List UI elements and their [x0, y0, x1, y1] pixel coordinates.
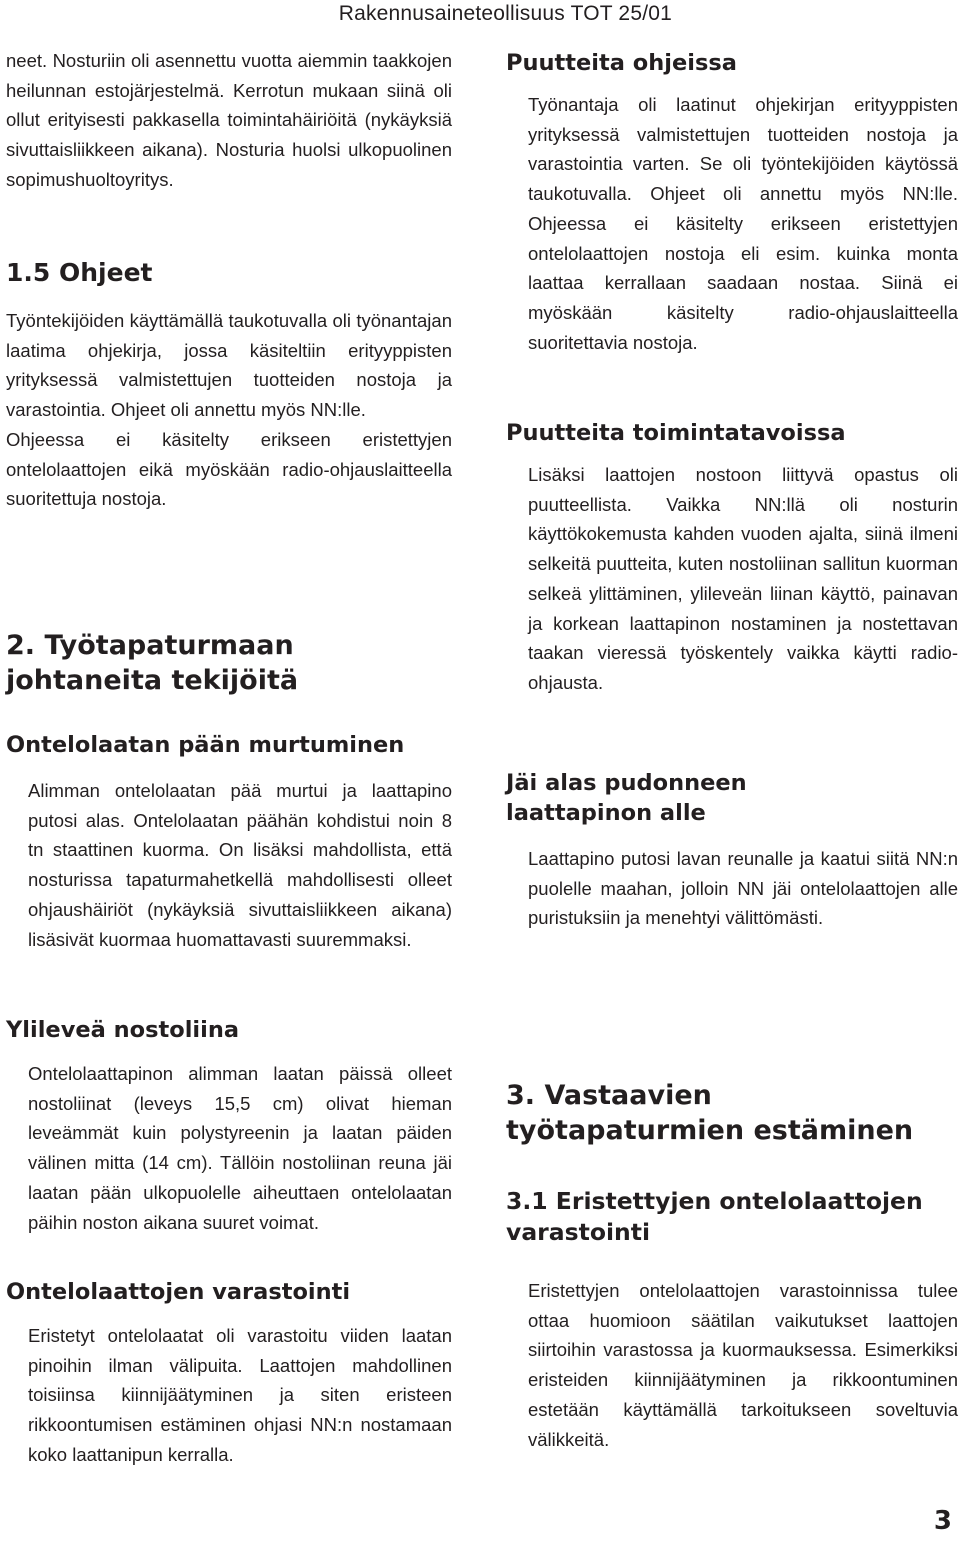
section-1-5-paragraph-2: Ohjeessa ei käsitelty erikseen eristettyjen ontelolaattojen eikä myöskään radio-ohjauslaitteella suoritettuja nostoja.: [6, 428, 452, 510]
subsection-puutteita-ohjeissa-text: Työnantaja oli laatinut ohjekirjan erityyppisten yrityksessä valmistettujen tuotteiden nostoja ja varastointia varten. Se oli työntekijöiden käytössä taukotuvalla. Ohjeet oli annettu myös NN:lle. Ohjeessa ei käsitelty erikseen eristettyjen ontelolaattojen nostoja eli esim. kuinka monta laattaa kerrallaan saadaan nostaa. Siinä ei myöskään käsitelty radio-ohjauslaitteella suoritettavia nostoja.: [528, 94, 958, 353]
section-1-5-paragraph-1: Työntekijöiden käyttämällä taukotuvalla oli työnantajan laatima ohjekirja, jossa käsiteltiin erityyppisten yrityksessä valmistettujen tuotteiden nostoja ja varastointia. Ohjeet oli annettu myös NN:lle.: [6, 310, 452, 421]
subsection-varastointi: [6, 1277, 452, 1470]
running-header: Rakennusaineteollisuus TOT 25/01: [338, 2, 672, 25]
subsection-ontelolaatan-heading: Ontelolaatan pään murtuminen: [6, 732, 405, 758]
page-number: 3: [933, 1506, 952, 1536]
section-3-heading: [506, 1078, 958, 1148]
subsection-puutteita-ohjeissa-heading: Puutteita ohjeissa: [506, 50, 737, 76]
subsection-ylilevea-text: Ontelolaattapinon alimman laatan päissä olleet nostoliinat (leveys 15,5 cm) olivat hieman leveämmät kuin polystyreenin ja laatan päiden välinen mitta (14 cm). Tällöin nostoliinan reuna jäi laatan pään ulkopuolelle aiheuttaen ontelolaatan päihin noston aikana suuret voimat.: [28, 1063, 452, 1233]
subsection-varastointi-text: Eristetyt ontelolaatat oli varastoitu viiden laatan pinoihin ilman välipuita. Laattojen mahdollinen toisiinsa kiinnijäätyminen ja siten eristeen rikkoontumisen estäminen ohjasi NN:n nostamaan koko laattanipun kerralla.: [28, 1325, 452, 1465]
section-3-heading-line-1: 3. Vastaavien: [506, 1080, 712, 1111]
subsection-ontelolaatan: [6, 730, 452, 954]
subsection-puutteita-toimintatavoissa-heading: Puutteita toimintatavoissa: [506, 420, 846, 446]
subsection-jai-alas: [506, 768, 958, 933]
subsection-varastointi-heading: Ontelolaattojen varastointi: [6, 1279, 351, 1305]
section-1-5: [6, 258, 452, 514]
subsection-ontelolaatan-text: Alimman ontelolaatan pää murtui ja laattapino putosi alas. Ontelolaatan päähän kohdistui noin 8 tn staattinen kuorma. On lisäksi mahdollista, että nosturissa tapaturmahetkellä mahdollisesti olleet ohjaushäiriöt (nykäyksiä sivuttaisliikkeen aikana) lisäsivät kuormaa huomattavasti suuremmaksi.: [28, 780, 452, 950]
section-2-heading-line-2: johtaneita tekijöitä: [6, 665, 299, 696]
intro-paragraph: neet. Nosturiin oli asennettu vuotta aiemmin taakkojen heilunnan estojärjestelmä. Kerrotun mukaan siinä oli ollut erityisesti pakkasella toimintahäiriöitä (nykäyksiä sivuttaisliikkeen aikana). Nosturia huolsi ulkopuolinen sopimushuoltoyritys.: [6, 50, 452, 190]
subsection-puutteita-ohjeissa: [506, 48, 958, 357]
section-3-1-heading-line-1: 3.1 Eristettyjen ontelolaattojen: [506, 1187, 923, 1215]
section-3-1-heading-line-2: varastointi: [506, 1218, 651, 1246]
subsection-ylilevea-heading: Ylileveä nostoliina: [6, 1017, 240, 1043]
subsection-ylilevea: [6, 1015, 452, 1237]
section-2-heading-line-1: 2. Työtapaturmaan: [6, 630, 294, 661]
section-2-heading: [6, 628, 452, 698]
section-3-heading-line-2: työtapaturmien estäminen: [506, 1115, 914, 1146]
section-3-1: [506, 1186, 958, 1454]
subsection-puutteita-toimintatavoissa-text: Lisäksi laattojen nostoon liittyvä opastus oli puutteellista. Vaikka NN:llä oli nosturin käyttökokemusta kahden vuoden ajalta, siinä ilmeni selkeitä puutteita, kuten nostoliinan sallitun kuorman selkeä ylittäminen, ylileveän liinan käyttö, painavan ja korkean laattapinon nostaminen ja nostettavan taakan vieressä työskentely vaikka käytti radio-ohjausta.: [528, 464, 958, 693]
subsection-puutteita-toimintatavoissa: [506, 418, 958, 698]
subsection-jai-alas-heading-line-1: Jäi alas pudonneen: [506, 770, 747, 796]
left-intro: [6, 46, 452, 195]
section-1-5-heading: 1.5 Ohjeet: [6, 258, 153, 287]
section-3-1-text: Eristettyjen ontelolaattojen varastoinnissa tulee ottaa huomioon säätilan vaikutukset laattojen siirtoihin varastossa ja kuormauksessa. Esimerkiksi eristeiden kiinnijäätyminen ja rikkoontuminen estetään käyttämällä tarkoitukseen soveltuvia välikkeitä.: [528, 1280, 958, 1450]
subsection-jai-alas-text: Laattapino putosi lavan reunalle ja kaatui siitä NN:n puolelle maahan, jolloin NN jäi ontelolaattojen alle puristuksiin ja menehtyi välittömästi.: [528, 848, 958, 929]
subsection-jai-alas-heading-line-2: laattapinon alle: [506, 800, 706, 826]
